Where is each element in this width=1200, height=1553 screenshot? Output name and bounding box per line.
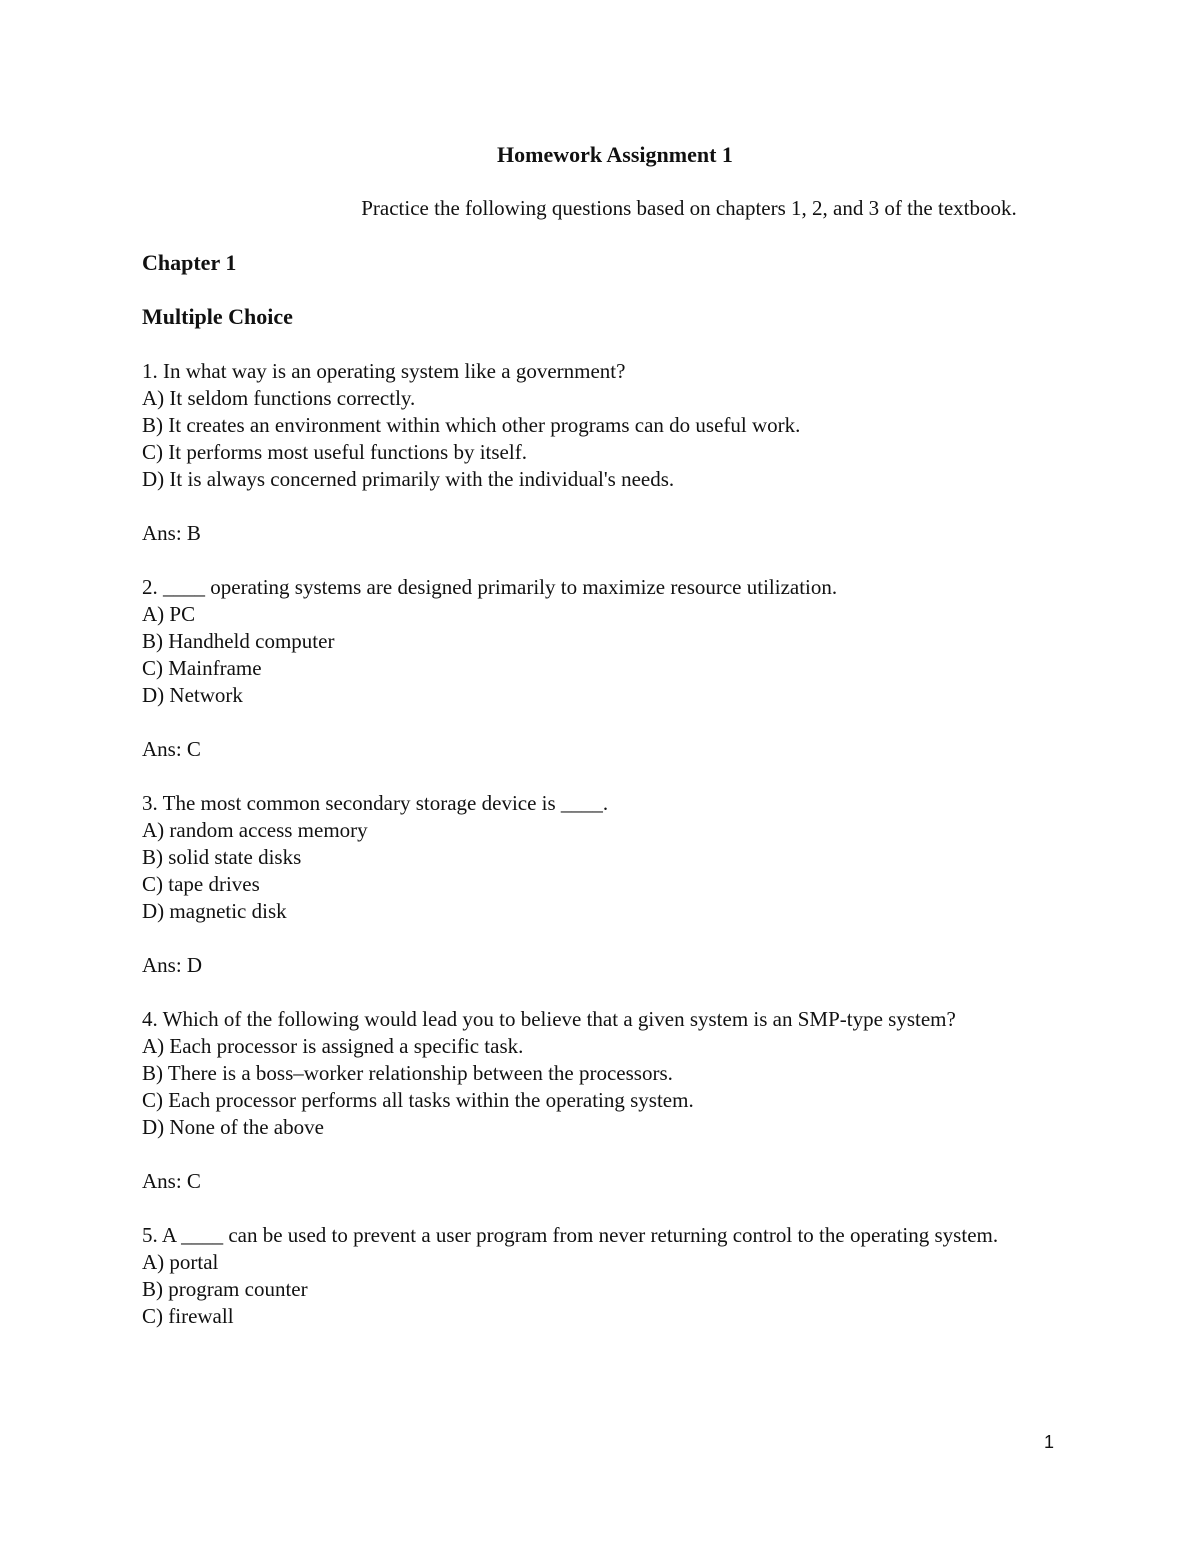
option-a: A) random access memory	[142, 818, 368, 842]
option-d: D) Network	[142, 683, 243, 707]
question-text: 5. A ____ can be used to prevent a user program from never returning control to the operating system.	[142, 1223, 999, 1247]
question-text: 3. The most common secondary storage device is ____.	[142, 791, 609, 815]
option-b: B) solid state disks	[142, 845, 302, 869]
option-b: B) program counter	[142, 1277, 308, 1301]
option-a: A) portal	[142, 1250, 219, 1274]
question-5	[142, 1222, 1042, 1330]
question-3	[142, 790, 1042, 979]
answer: Ans: C	[142, 1169, 201, 1193]
option-a: A) PC	[142, 602, 196, 626]
option-b: B) It creates an environment within which other programs can do useful work.	[142, 413, 801, 437]
section-heading: Multiple Choice	[142, 304, 293, 329]
question-4	[142, 1006, 1042, 1195]
option-b: B) Handheld computer	[142, 629, 335, 653]
intro-text: Practice the following questions based on chapters 1, 2, and 3 of the textbook.	[361, 196, 1017, 220]
answer: Ans: D	[142, 953, 203, 977]
answer: Ans: C	[142, 737, 201, 761]
page-number: 1	[1044, 1432, 1055, 1452]
question-list	[142, 358, 1042, 1357]
option-a: A) Each processor is assigned a specific task.	[142, 1034, 524, 1058]
option-b: B) There is a boss–worker relationship between the processors.	[142, 1061, 673, 1085]
option-c: C) Mainframe	[142, 656, 262, 680]
chapter-heading: Chapter 1	[142, 250, 237, 275]
option-d: D) It is always concerned primarily with the individual's needs.	[142, 467, 675, 491]
option-c: C) Each processor performs all tasks within the operating system.	[142, 1088, 694, 1112]
option-c: C) tape drives	[142, 872, 260, 896]
answer: Ans: B	[142, 521, 201, 545]
question-text: 2. ____ operating systems are designed primarily to maximize resource utilization.	[142, 575, 838, 599]
question-text: 4. Which of the following would lead you to believe that a given system is an SMP-type system?	[142, 1007, 956, 1031]
question-text: 1. In what way is an operating system like a government?	[142, 359, 626, 383]
option-c: C) It performs most useful functions by itself.	[142, 440, 527, 464]
option-d: D) None of the above	[142, 1115, 324, 1139]
option-a: A) It seldom functions correctly.	[142, 386, 416, 410]
question-1	[142, 358, 1042, 547]
option-d: D) magnetic disk	[142, 899, 287, 923]
question-2	[142, 574, 1042, 763]
document-title: Homework Assignment 1	[497, 142, 733, 167]
option-c: C) firewall	[142, 1304, 234, 1328]
